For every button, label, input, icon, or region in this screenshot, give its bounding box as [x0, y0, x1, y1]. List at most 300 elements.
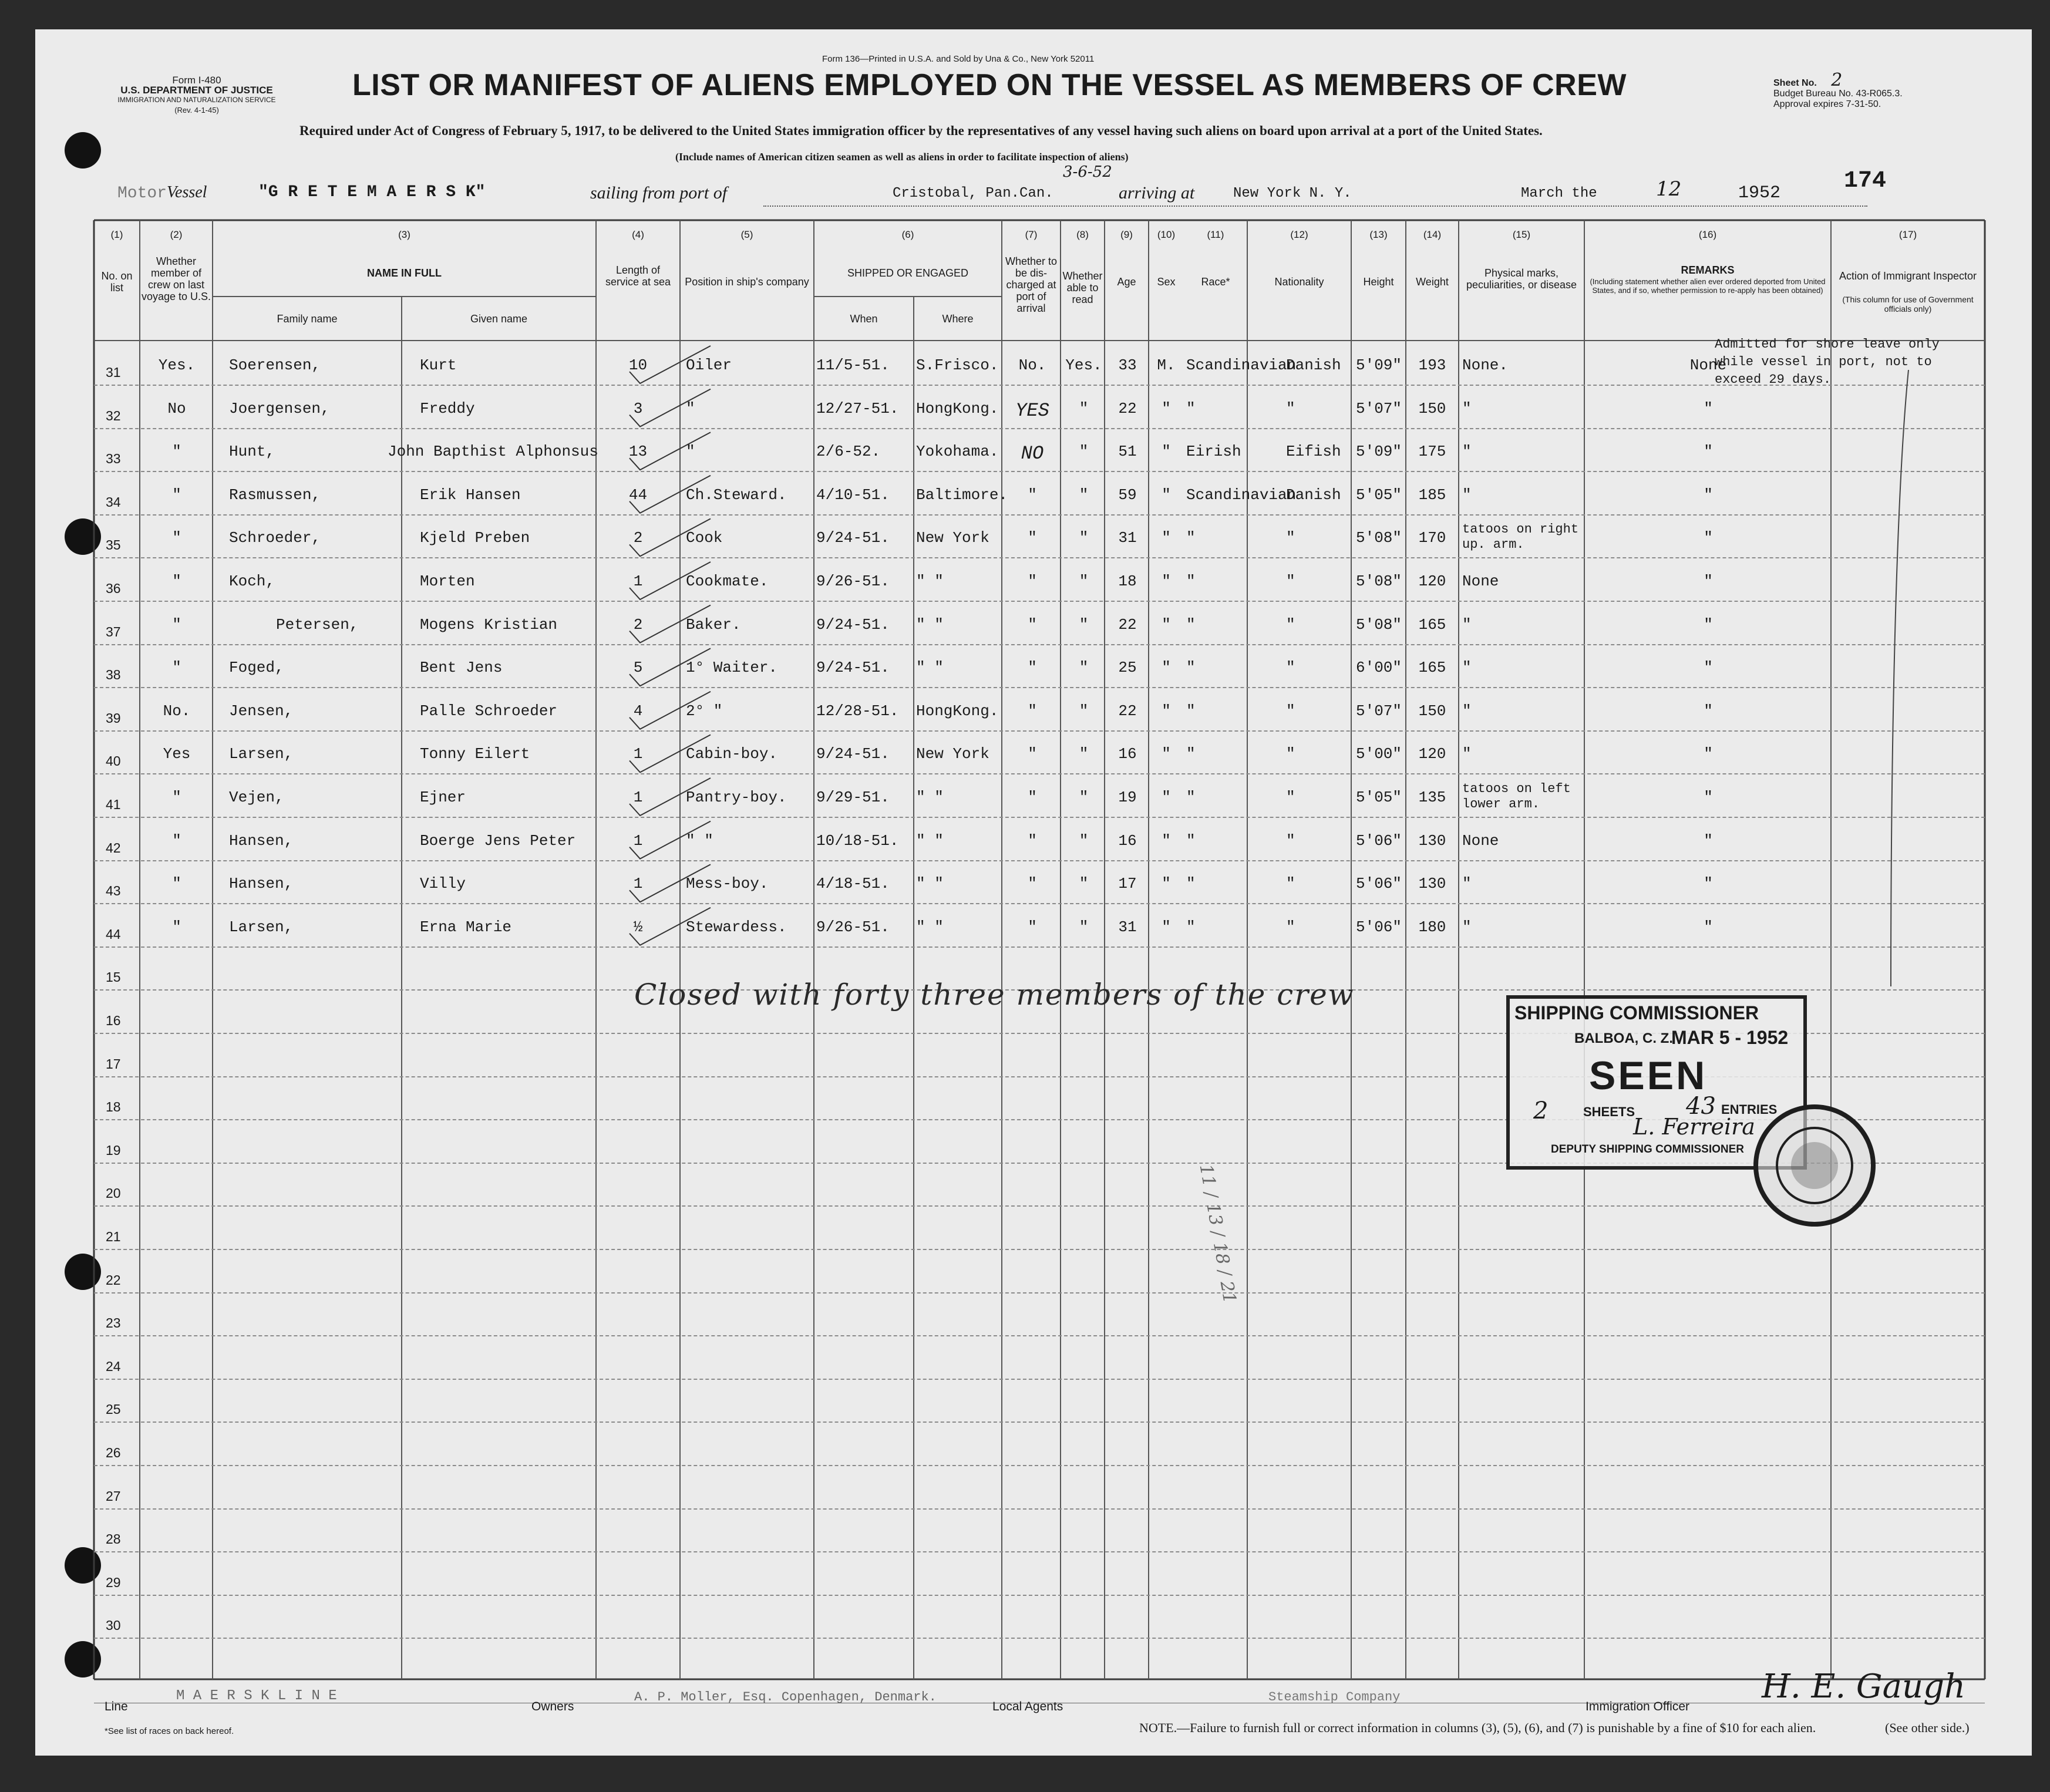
service-cell: 3 [633, 399, 643, 417]
annotation-bracket [1885, 370, 1920, 992]
footer-races-note: *See list of races on back hereof. [105, 1726, 234, 1736]
when-cell: 12/27-51. [816, 399, 899, 417]
arriving-label: arriving at [1119, 183, 1195, 203]
race-cell: Eirish [1186, 443, 1241, 461]
row-rule [94, 1422, 1985, 1423]
nationality-cell: Danish [1286, 356, 1341, 374]
weight-cell: 165 [1418, 659, 1446, 677]
voyage-cell: " [172, 443, 181, 461]
col-head-age: Age [1117, 276, 1136, 288]
row-number: 15 [106, 969, 121, 985]
marks-cell: " [1462, 659, 1472, 677]
col-head-last-voyage: Whether member of crew on last voyage to U.S. [141, 255, 211, 302]
given-cell: Kurt [420, 356, 457, 374]
row-number: 23 [106, 1315, 121, 1331]
sex-cell: M. [1157, 356, 1176, 374]
department: U.S. DEPARTMENT OF JUSTICE [120, 85, 273, 96]
given-cell: Erik Hansen [420, 486, 521, 504]
given-cell: Palle Schroeder [420, 702, 558, 720]
discharged-cell: NO [1021, 443, 1044, 465]
when-cell: 9/24-51. [816, 745, 890, 763]
footer-agents-value: Steamship Company [1268, 1690, 1401, 1705]
row-rule [94, 687, 1985, 688]
position-cell: " [686, 443, 695, 461]
row-rule [94, 1335, 1985, 1336]
col-num-14: (14) [1423, 229, 1442, 240]
row-number: 16 [106, 1013, 121, 1028]
col-head-where: Where [942, 313, 974, 325]
family-cell: Larsen, [229, 745, 294, 763]
sex-cell: " [1162, 486, 1171, 504]
col-num-6: (6) [901, 229, 914, 240]
weight-cell: 150 [1418, 399, 1446, 417]
sex-cell: " [1162, 745, 1171, 763]
closing-note: Closed with forty three members of the crew [634, 978, 1355, 1012]
height-cell: 5'09" [1355, 356, 1402, 374]
nationality-cell: " [1286, 529, 1295, 547]
row-number: 17 [106, 1056, 121, 1072]
page-number: 174 [1844, 168, 1887, 194]
age-cell: 18 [1118, 572, 1137, 590]
discharged-cell: " [1028, 918, 1037, 936]
read-cell: " [1079, 745, 1089, 763]
col-num-12: (12) [1290, 229, 1308, 240]
row-rule [94, 601, 1985, 602]
discharged-cell: " [1028, 572, 1037, 590]
age-cell: 16 [1118, 745, 1137, 763]
voyage-cell: " [172, 831, 181, 850]
race-cell: " [1186, 702, 1196, 720]
stamp-signature: L. Ferreira [1633, 1114, 1755, 1140]
discharged-cell: " [1028, 615, 1037, 634]
height-cell: 5'06" [1355, 875, 1402, 893]
race-cell: " [1186, 789, 1196, 806]
position-cell: Oiler [686, 356, 732, 374]
nationality-cell: Danish [1286, 486, 1341, 504]
family-cell: Schroeder, [229, 529, 321, 547]
age-cell: 22 [1118, 615, 1137, 634]
family-cell: Foged, [229, 659, 284, 677]
stamp-title: SHIPPING COMMISSIONER [1514, 1002, 1759, 1023]
sex-cell: " [1162, 789, 1171, 806]
read-cell: " [1079, 443, 1089, 461]
officer-signature: H. E. Gaugh [1762, 1668, 1966, 1706]
service-cell: 1 [633, 831, 643, 850]
col-num-8: (8) [1076, 229, 1089, 240]
row-rule [94, 471, 1985, 472]
discharged-cell: " [1028, 702, 1037, 720]
nationality-cell: " [1286, 399, 1295, 417]
age-cell: 25 [1118, 659, 1137, 677]
when-cell: 9/24-51. [816, 529, 890, 547]
voyage-cell: " [172, 615, 181, 634]
col-head-physical-marks: Physical marks, peculiarities, or disease [1466, 267, 1577, 291]
sex-cell: " [1162, 572, 1171, 590]
sex-cell: " [1162, 702, 1171, 720]
nationality-cell: Eifish [1286, 443, 1341, 461]
stamp-entries-count: 43 [1686, 1093, 1716, 1120]
weight-cell: 130 [1418, 831, 1446, 850]
race-cell: " [1186, 399, 1196, 417]
service-cell: 1 [633, 745, 643, 763]
when-cell: 9/26-51. [816, 572, 890, 590]
stamp-seen: SEEN [1589, 1053, 1708, 1098]
when-cell: 9/24-51. [816, 659, 890, 677]
when-cell: 4/10-51. [816, 486, 890, 504]
col-head-inspector-note: (This column for use of Government officials only) [1842, 295, 1974, 314]
read-cell: " [1079, 702, 1089, 720]
read-cell: " [1079, 486, 1089, 504]
row-number: 33 [106, 451, 121, 467]
race-cell: Scandinavian [1186, 356, 1297, 374]
height-cell: 5'09" [1355, 443, 1402, 461]
given-cell: John Bapthist Alphonsus [388, 443, 598, 461]
row-rule [94, 1638, 1985, 1639]
when-cell: 9/24-51. [816, 615, 890, 634]
row-rule [94, 903, 1985, 904]
nationality-cell: " [1286, 745, 1295, 763]
remarks-cell: " [1704, 745, 1713, 763]
remarks-cell: " [1704, 875, 1713, 893]
footer-see-other: (See other side.) [1885, 1720, 1970, 1735]
where-cell: HongKong. [916, 399, 999, 417]
marks-cell: tatoos on right up. arm. [1462, 522, 1579, 553]
weight-cell: 120 [1418, 572, 1446, 590]
given-cell: Kjeld Preben [420, 529, 530, 547]
col-num-1: (1) [110, 229, 123, 240]
col-head-number: No. on list [101, 270, 133, 294]
row-number: 34 [106, 494, 121, 510]
weight-cell: 150 [1418, 702, 1446, 720]
given-cell: Morten [420, 572, 475, 590]
where-cell: S.Frisco. [916, 356, 999, 374]
age-cell: 22 [1118, 399, 1137, 417]
row-number: 31 [106, 365, 121, 380]
weight-cell: 130 [1418, 875, 1446, 893]
row-rule [94, 428, 1985, 429]
where-cell: " " [916, 572, 944, 590]
col-num-16: (16) [1698, 229, 1717, 240]
month-label: March the [1521, 186, 1597, 201]
row-number: 28 [106, 1531, 121, 1547]
when-cell: 9/26-51. [816, 918, 890, 936]
voyage-cell: " [172, 529, 181, 547]
discharged-cell: No. [1018, 356, 1046, 374]
where-cell: " " [916, 789, 944, 806]
race-cell: " [1186, 745, 1196, 763]
remarks-cell: None [1689, 356, 1727, 374]
remarks-annotation: Admitted for shore leave only while vessel in port, not to exceed 29 days. [1715, 337, 1940, 387]
stamp-entries-label: ENTRIES [1721, 1102, 1778, 1117]
where-cell: " " [916, 875, 944, 893]
row-number: 19 [106, 1142, 121, 1158]
voyage-cell: " [172, 486, 181, 504]
row-number: 27 [106, 1488, 121, 1504]
row-number: 44 [106, 926, 121, 942]
col-head-remarks: REMARKS [1681, 264, 1735, 276]
where-cell: Baltimore. [916, 486, 1008, 504]
col-num-17: (17) [1898, 229, 1917, 240]
family-cell: Hunt, [229, 443, 275, 461]
margin-note: 11 / 13 / 18 / 21 [1195, 1163, 1240, 1305]
when-cell: 12/28-51. [816, 702, 899, 720]
col-num-4: (4) [632, 229, 644, 240]
remarks-cell: " [1704, 615, 1713, 634]
col-head-inspector: Action of Immigrant Inspector [1839, 270, 1977, 282]
row-number: 36 [106, 581, 121, 596]
discharged-cell: " [1028, 831, 1037, 850]
height-cell: 5'08" [1355, 572, 1402, 590]
position-cell: " " [686, 831, 713, 850]
race-cell: " [1186, 875, 1196, 893]
age-cell: 33 [1118, 356, 1137, 374]
row-rule [94, 514, 1985, 516]
position-cell: Cookmate. [686, 572, 769, 590]
weight-cell: 170 [1418, 529, 1446, 547]
col-num-2: (2) [170, 229, 183, 240]
voyage-cell: Yes [163, 745, 191, 763]
where-cell: Yokohama. [916, 443, 999, 461]
where-cell: New York [916, 745, 989, 763]
position-cell: 1° Waiter. [686, 659, 778, 677]
row-rule [94, 946, 1985, 948]
sailing-label: sailing from port of [590, 183, 728, 203]
stamp-place: BALBOA, C. Z. [1574, 1030, 1673, 1046]
position-cell: Pantry-boy. [686, 789, 787, 806]
read-cell: " [1079, 659, 1089, 677]
when-cell: 11/5-51. [816, 356, 890, 374]
where-cell: HongKong. [916, 702, 999, 720]
family-cell: Rasmussen, [229, 486, 321, 504]
voyage-cell: " [172, 572, 181, 590]
remarks-cell: " [1704, 659, 1713, 677]
weight-cell: 175 [1418, 443, 1446, 461]
footer-owners-label: Owners [531, 1700, 574, 1713]
row-number: 30 [106, 1618, 121, 1633]
footer-owners-value: A. P. Moller, Esq. Copenhagen, Denmark. [634, 1690, 937, 1705]
footer-penalty-note: NOTE.—Failure to furnish full or correct information in columns (3), (5), (6), and (7) is punishable by a fine of $10 for each alien. [1139, 1720, 1816, 1735]
discharged-cell: YES [1015, 399, 1049, 422]
service-cell: 2 [633, 615, 643, 634]
sheet-number: 2 [1831, 70, 1843, 90]
row-rule [94, 1379, 1985, 1380]
given-cell: Ejner [420, 789, 466, 806]
discharged-cell: " [1028, 875, 1037, 893]
footer-line-value: M A E R S K L I N E [176, 1688, 337, 1704]
row-number: 26 [106, 1445, 121, 1460]
service-cell: 2 [633, 529, 643, 547]
family-cell: Petersen, [276, 615, 359, 634]
marks-cell: " [1462, 745, 1472, 763]
where-cell: " " [916, 615, 944, 634]
row-rule [94, 644, 1985, 645]
row-number: 25 [106, 1402, 121, 1417]
height-cell: 5'05" [1355, 486, 1402, 504]
read-cell: " [1079, 789, 1089, 806]
form-id: Form I-480 [172, 75, 221, 86]
round-seal [1750, 1101, 1879, 1230]
row-number: 24 [106, 1358, 121, 1374]
position-cell: Stewardess. [686, 918, 787, 936]
voyage-cell: " [172, 918, 181, 936]
sex-cell: " [1162, 615, 1171, 634]
col-head-height: Height [1363, 276, 1394, 288]
remarks-cell: " [1704, 399, 1713, 417]
age-cell: 51 [1118, 443, 1137, 461]
header-note: (Include names of American citizen seamen as well as aliens in order to facilitate inspection of aliens) [675, 151, 1129, 163]
service-cell: 44 [628, 486, 648, 504]
nationality-cell: " [1286, 789, 1295, 806]
col-head-family-name: Family name [277, 313, 338, 325]
position-cell: " [686, 399, 695, 417]
remarks-cell: " [1704, 443, 1713, 461]
marks-cell: None [1462, 572, 1499, 590]
col-head-read: Whether able to read [1062, 270, 1103, 305]
read-cell: Yes. [1065, 356, 1102, 374]
nationality-cell: " [1286, 918, 1295, 936]
family-cell: Hansen, [229, 831, 294, 850]
nationality-cell: " [1286, 572, 1295, 590]
col-head-position: Position in ship's company [685, 276, 809, 288]
weight-cell: 185 [1418, 486, 1446, 504]
age-cell: 17 [1118, 875, 1137, 893]
row-number: 42 [106, 840, 121, 855]
col-head-weight: Weight [1416, 276, 1449, 288]
nationality-cell: " [1286, 831, 1295, 850]
age-cell: 16 [1118, 831, 1137, 850]
sheet-label: Sheet No. [1773, 78, 1817, 88]
read-cell: " [1079, 572, 1089, 590]
row-rule [94, 1292, 1985, 1294]
read-cell: " [1079, 831, 1089, 850]
height-cell: 5'08" [1355, 529, 1402, 547]
discharged-cell: " [1028, 789, 1037, 806]
weight-cell: 120 [1418, 745, 1446, 763]
family-cell: Jensen, [229, 702, 294, 720]
read-cell: " [1079, 875, 1089, 893]
row-rule [94, 817, 1985, 818]
row-number: 38 [106, 667, 121, 683]
given-cell: Mogens Kristian [420, 615, 558, 634]
row-rule [94, 1508, 1985, 1510]
row-number: 39 [106, 710, 121, 726]
motor-label: Motor [117, 184, 167, 203]
service-cell: 13 [628, 443, 648, 461]
age-cell: 31 [1118, 529, 1137, 547]
sex-cell: " [1162, 659, 1171, 677]
voyage-cell: No. [163, 702, 191, 720]
given-cell: Villy [420, 875, 466, 893]
marks-cell: " [1462, 399, 1472, 417]
when-cell: 10/18-51. [816, 831, 899, 850]
row-number: 21 [106, 1229, 121, 1244]
given-cell: Freddy [420, 399, 475, 417]
row-rule [94, 1551, 1985, 1552]
port-from: Cristobal, Pan.Can. [893, 186, 1053, 201]
footer-line-label: Line [105, 1700, 128, 1713]
row-rule [94, 385, 1985, 386]
service-cell: ½ [633, 918, 643, 936]
position-cell: Mess-boy. [686, 875, 769, 893]
given-cell: Bent Jens [420, 659, 503, 677]
marks-cell: tatoos on left lower arm. [1462, 782, 1571, 811]
service-cell: 4 [633, 702, 643, 720]
read-cell: " [1079, 529, 1089, 547]
race-cell: " [1186, 659, 1196, 677]
height-cell: 5'07" [1355, 702, 1402, 720]
col-head-nationality: Nationality [1274, 276, 1324, 288]
given-cell: Boerge Jens Peter [420, 831, 576, 850]
race-cell: " [1186, 572, 1196, 590]
service-cell: 1 [633, 572, 643, 590]
row-number: 20 [106, 1185, 121, 1201]
weight-cell: 180 [1418, 918, 1446, 936]
row-rule [94, 1205, 1985, 1207]
col-head-name: NAME IN FULL [367, 267, 442, 279]
approval-date: Approval expires 7-31-50. [1773, 99, 1881, 109]
voyage-cell: " [172, 659, 181, 677]
family-cell: Joergensen, [229, 399, 330, 417]
row-rule [94, 1249, 1985, 1250]
read-cell: " [1079, 918, 1089, 936]
given-cell: Tonny Eilert [420, 745, 530, 763]
family-cell: Vejen, [229, 789, 284, 806]
vessel-name: "G R E T E M A E R S K" [258, 183, 486, 201]
row-number: 40 [106, 753, 121, 769]
row-rule [94, 730, 1985, 732]
marks-cell: " [1462, 702, 1472, 720]
when-cell: 4/18-51. [816, 875, 890, 893]
stamp-sheets-count: 2 [1533, 1097, 1549, 1124]
row-rule [94, 1595, 1985, 1596]
marks-cell: None. [1462, 356, 1509, 374]
marks-cell: " [1462, 918, 1472, 936]
voyage-cell: No [167, 399, 186, 417]
col-num-9: (9) [1120, 229, 1133, 240]
row-number: 22 [106, 1272, 121, 1288]
footer-officer-label: Immigration Officer [1586, 1700, 1689, 1713]
height-cell: 6'00" [1355, 659, 1402, 677]
height-cell: 5'06" [1355, 831, 1402, 850]
service-cell: 10 [628, 356, 648, 374]
marks-cell: " [1462, 443, 1472, 461]
family-cell: Hansen, [229, 875, 294, 893]
discharged-cell: " [1028, 745, 1037, 763]
sex-cell: " [1162, 831, 1171, 850]
col-head-shipped: SHIPPED OR ENGAGED [847, 267, 969, 279]
race-cell: " [1186, 615, 1196, 634]
age-cell: 59 [1118, 486, 1137, 504]
row-number: 29 [106, 1574, 121, 1590]
nationality-cell: " [1286, 659, 1295, 677]
where-cell: New York [916, 529, 989, 547]
revision: (Rev. 4-1-45) [174, 106, 219, 114]
where-cell: " " [916, 918, 944, 936]
manifest-sheet [35, 29, 2032, 1756]
col-head-given-name: Given name [470, 313, 528, 325]
height-cell: 5'07" [1355, 399, 1402, 417]
where-cell: " " [916, 831, 944, 850]
stamp-official: DEPUTY SHIPPING COMMISSIONER [1551, 1143, 1745, 1156]
sex-cell: " [1162, 399, 1171, 417]
row-number: 37 [106, 624, 121, 639]
where-cell: " " [916, 659, 944, 677]
row-number: 41 [106, 797, 121, 812]
printer-note: Form 136—Printed in U.S.A. and Sold by Una & Co., New York 52011 [822, 54, 1095, 64]
sex-cell: " [1162, 875, 1171, 893]
voyage-cell: " [172, 875, 181, 893]
marks-cell: " [1462, 875, 1472, 893]
